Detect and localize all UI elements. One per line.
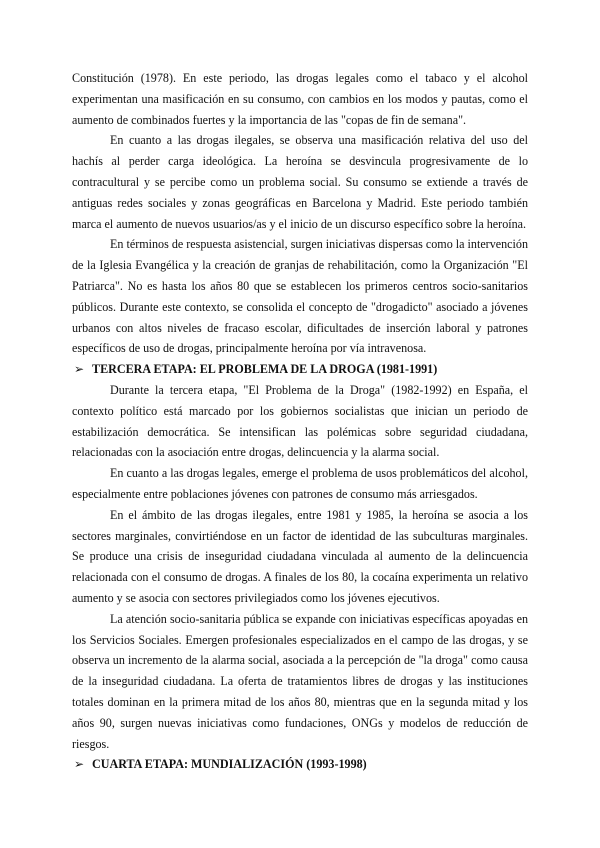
paragraph-6: En el ámbito de las drogas ilegales, entre 1981 y 1985, la heroína se asocia a los sectores marginales, convirtiéndose en un factor de identidad de las subculturas marginales. Se produce una crisis de inseguridad ciudadana vinculada al aumento de la delincuencia relacionada con el consumo de drogas. A finales de los 80, la cocaína experimenta un relativo aumento y se asocia con sectores privilegiados como los jóvenes ejecutivos. <box>72 507 528 605</box>
paragraph-1: Constitución (1978). En este periodo, las drogas legales como el tabaco y el alcohol experimentan una masificación en su consumo, con cambios en los modos y pautas, como el aumento de combinados fuertes y la importancia de las "copas de fin de semana". <box>72 71 528 127</box>
paragraph-2: En cuanto a las drogas ilegales, se observa una masificación relativa del uso del hachís al perder carga ideológica. La heroína se desvincula progresivamente de lo contracultural y se percibe como un problema social. Su consumo se extiende a través de antiguas redes sociales y zonas geográficas en Barcelona y Madrid. Este periodo también marca el aumento de nuevos usuarios/as y el inicio de un discurso específico sobre la heroína. <box>72 133 528 231</box>
section-heading-tercera-etapa <box>72 359 528 380</box>
paragraph-5: En cuanto a las drogas legales, emerge el problema de usos problemáticos del alcohol, especialmente entre poblaciones jóvenes con patrones de consumo más arriesgados. <box>72 466 528 501</box>
arrow-bullet-icon: ➢ <box>74 362 85 377</box>
heading-text: CUARTA ETAPA: MUNDIALIZACIÓN (1993-1998) <box>92 757 367 772</box>
heading-text: TERCERA ETAPA: EL PROBLEMA DE LA DROGA (1981-1991) <box>92 362 438 377</box>
section-heading-cuarta-etapa <box>72 754 528 775</box>
document-body <box>72 68 528 775</box>
paragraph-3: En términos de respuesta asistencial, surgen iniciativas dispersas como la intervención de la Iglesia Evangélica y la creación de granjas de rehabilitación, como la Organización "El Patriarca". No es hasta los años 80 que se establecen los primeros centros socio-sanitarios públicos. Durante este contexto, se consolida el concepto de "drogadicto" asociado a jóvenes urbanos con altos niveles de fracaso escolar, dificultades de inserción laboral y patrones específicos de uso de drogas, principalmente heroína por vía intravenosa. <box>72 237 528 356</box>
paragraph-4: Durante la tercera etapa, "El Problema de la Droga" (1982-1992) en España, el contexto político está marcado por los gobiernos socialistas que inician un periodo de estabilización democrática. Se intensifican las polémicas sobre seguridad ciudadana, relacionadas con la asociación entre drogas, delincuencia y la alarma social. <box>72 382 528 460</box>
paragraph-7: La atención socio-sanitaria pública se expande con iniciativas específicas apoyadas en los Servicios Sociales. Emergen profesionales especializados en el campo de las drogas, y se observa un incremento de la alarma social, asociada a la percepción de "la droga" como causa de la inseguridad ciudadana. La oferta de tratamientos libres de drogas y las instituciones totales dominan en la primera mitad de los años 80, mientras que en la segunda mitad y los años 90, surgen nuevas iniciativas como fundaciones, ONGs y modelos de reducción de riesgos. <box>72 611 528 751</box>
arrow-bullet-icon: ➢ <box>74 757 85 772</box>
